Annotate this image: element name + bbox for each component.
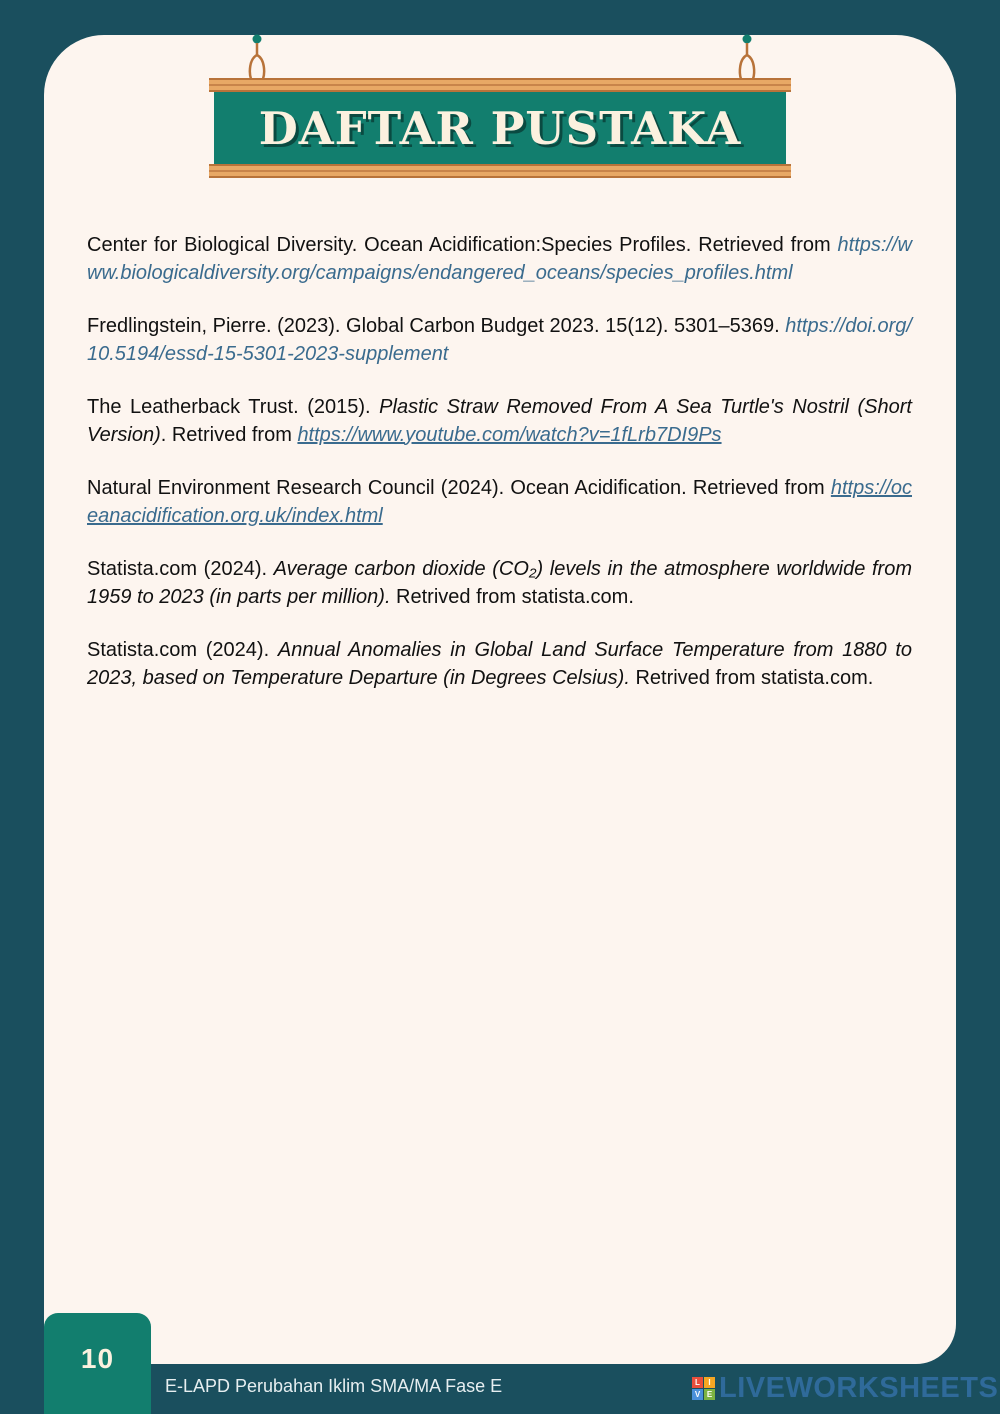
- reference-title: Average carbon dioxide (CO₂) levels in the atmosphere worldwide from 1959 to 2023 (in parts per million).: [87, 558, 912, 608]
- page-number: 10: [80, 1343, 115, 1374]
- sign-hook-left-icon: [245, 33, 269, 81]
- reference-link[interactable]: https://oceanacidification.org.uk/index.html: [87, 477, 912, 527]
- reference-author: Statista.com (2024).: [87, 558, 274, 580]
- reference-item: [87, 475, 912, 530]
- reference-text: Retrived from statista.com.: [390, 585, 634, 608]
- reference-list: [87, 232, 912, 718]
- sign-rail-top: [209, 78, 791, 92]
- reference-author: The Leatherback Trust. (2015).: [87, 396, 380, 418]
- reference-item: [87, 637, 912, 692]
- title-sign: [214, 92, 786, 164]
- sign-hook-right-icon: [735, 33, 759, 81]
- reference-link[interactable]: https://www.youtube.com/watch?v=1fLrb7DI9Ps: [297, 423, 722, 446]
- reference-title: Plastic Straw Removed From A Sea Turtle's Nostril (Short Version): [87, 396, 912, 446]
- reference-link[interactable]: https://www.biologicaldiversity.org/campaigns/endangered_oceans/species_profiles.html: [87, 234, 912, 284]
- footer-caption: E-LAPD Perubahan Iklim SMA/MA Fase E: [165, 1376, 503, 1396]
- liveworksheets-brand[interactable]: [692, 1372, 998, 1405]
- page-title: DAFTAR PUSTAKA: [258, 101, 742, 155]
- liveworksheets-logo-icon: L I V E: [692, 1377, 715, 1400]
- reference-author: Statista.com (2024).: [87, 639, 278, 661]
- reference-item: [87, 556, 912, 611]
- brand-name: LIVEWORKSHEETS: [719, 1372, 999, 1404]
- reference-text: Fredlingstein, Pierre. (2023). Global Carbon Budget 2023. 15(12). 5301–5369.: [87, 315, 786, 337]
- page-number-tab: [44, 1313, 151, 1414]
- reference-text: Natural Environment Research Council (2024). Ocean Acidification. Retrieved from: [87, 477, 831, 499]
- reference-text: . Retrived from: [160, 423, 298, 446]
- sign-rail-bottom: [209, 164, 791, 178]
- reference-title: Annual Anomalies in Global Land Surface Temperature from 1880 to 2023, based on Temperature Departure (in Degrees Celsius).: [87, 639, 912, 689]
- reference-item: [87, 394, 912, 449]
- reference-text: Center for Biological Diversity. Ocean Acidification:Species Profiles. Retrieved from: [87, 234, 838, 256]
- reference-item: [87, 313, 912, 368]
- reference-link[interactable]: https://doi.org/10.5194/essd-15-5301-2023-supplement: [87, 315, 912, 365]
- reference-item: [87, 232, 912, 287]
- reference-text: Retrived from statista.com.: [629, 666, 874, 689]
